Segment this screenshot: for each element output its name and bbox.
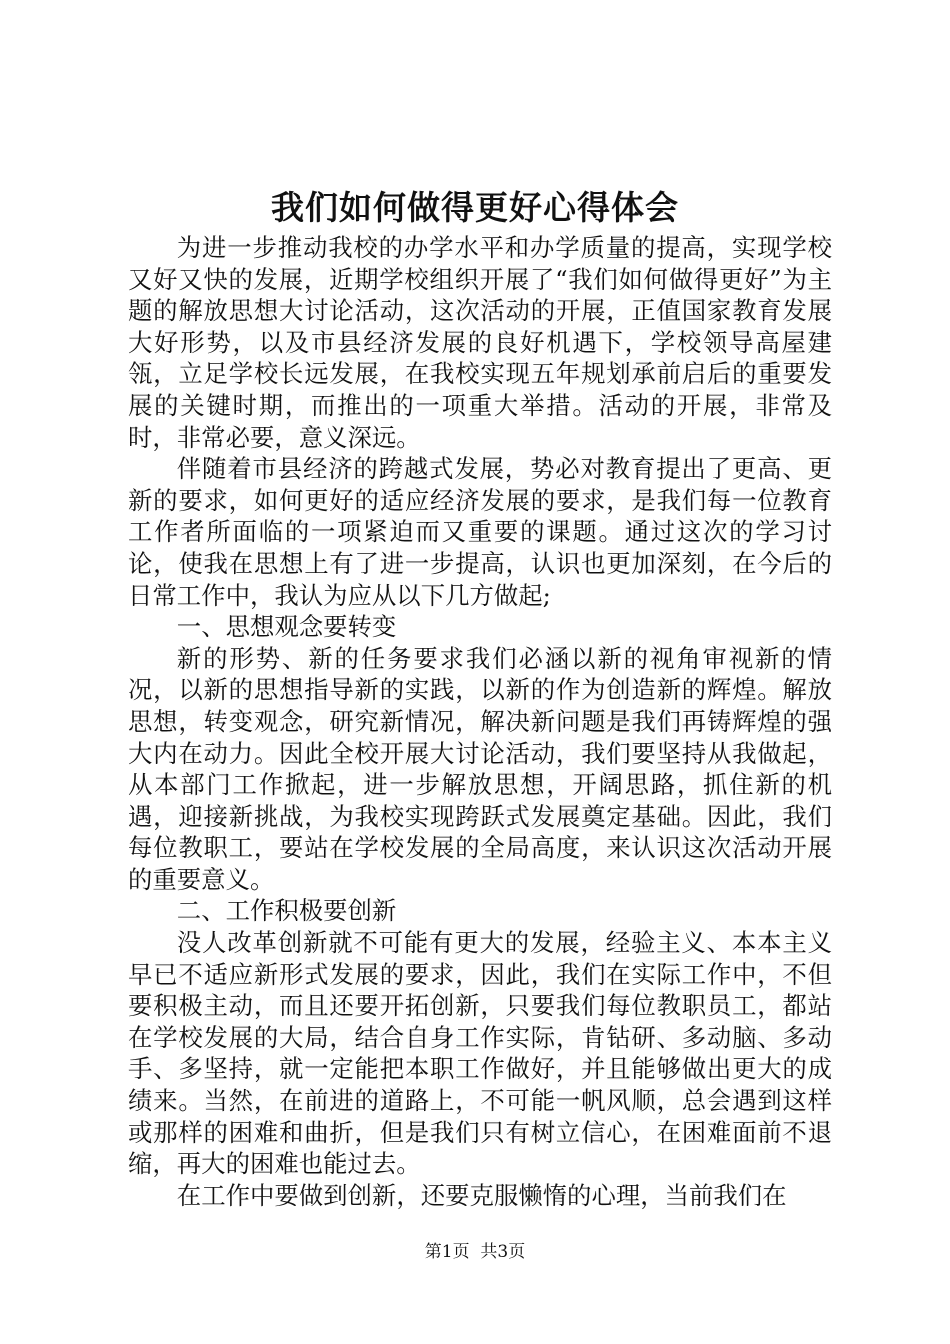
section-heading-1: 一、思想观念要转变 [176, 612, 397, 642]
paragraph-section-2: 没人改革创新就不可能有更大的发展，经验主义、本本主义早已不适应新形式发展的要求，因此，我们在实际工作中，不但要积极主动，而且还要开拓创新，只要我们每位教职员工，都站在学校发展的大局，结合自身工作实际，肯钻研、多动脑、多动手、多坚持，就一定能把本职工作做好，并且能够做出更大的成绩来。当然，在前进的道路上，不可能一帆风顺，总会遇到这样或那样的困难和曲折，但是我们只有树立信心，在困难面前不退缩，再大的困难也能过去。 [128, 928, 832, 1179]
paragraph-background: 伴随着市县经济的跨越式发展，势必对教育提出了更高、更新的要求，如何更好的适应经济发展的要求，是我们每一位教育工作者所面临的一项紧迫而又重要的课题。通过这次的学习讨论，使我在思想上有了进一步提高，认识也更加深刻，在今后的日常工作中，我认为应从以下几方做起; [128, 454, 832, 610]
section-heading-2: 二、工作积极要创新 [176, 896, 397, 926]
document-body [128, 232, 832, 1211]
paragraph-continued: 在工作中要做到创新，还要克服懒惰的心理，当前我们在 [176, 1180, 787, 1210]
paragraph-intro: 为进一步推动我校的办学水平和办学质量的提高，实现学校又好又快的发展，近期学校组织开展了“我们如何做得更好”为主题的解放思想大讨论活动，这次活动的开展，正值国家教育发展大好形势，以及市县经济发展的良好机遇下，学校领导高屋建瓴，立足学校长远发展，在我校实现五年规划承前启后的重要发展的关键时期，而推出的一项重大举措。活动的开展，非常及时，非常必要，意义深远。 [128, 233, 832, 452]
page-footer [0, 1241, 950, 1263]
document-title: 我们如何做得更好心得体会 [271, 188, 679, 227]
paragraph-section-1: 新的形势、新的任务要求我们必涵以新的视角审视新的情况，以新的思想指导新的实践，以新的作为创造新的辉煌。解放思想，转变观念，研究新情况，解决新问题是我们再铸辉煌的强大内在动力。因此全校开展大讨论活动，我们要坚持从我做起，从本部门工作掀起，进一步解放思想，开阔思路，抓住新的机遇，迎接新挑战，为我校实现跨跃式发展奠定基础。因此，我们每位教职工，要站在学校发展的全局高度，来认识这次活动开展的重要意义。 [128, 643, 832, 894]
page-number-label: 第1页 共3页 [424, 1242, 526, 1262]
